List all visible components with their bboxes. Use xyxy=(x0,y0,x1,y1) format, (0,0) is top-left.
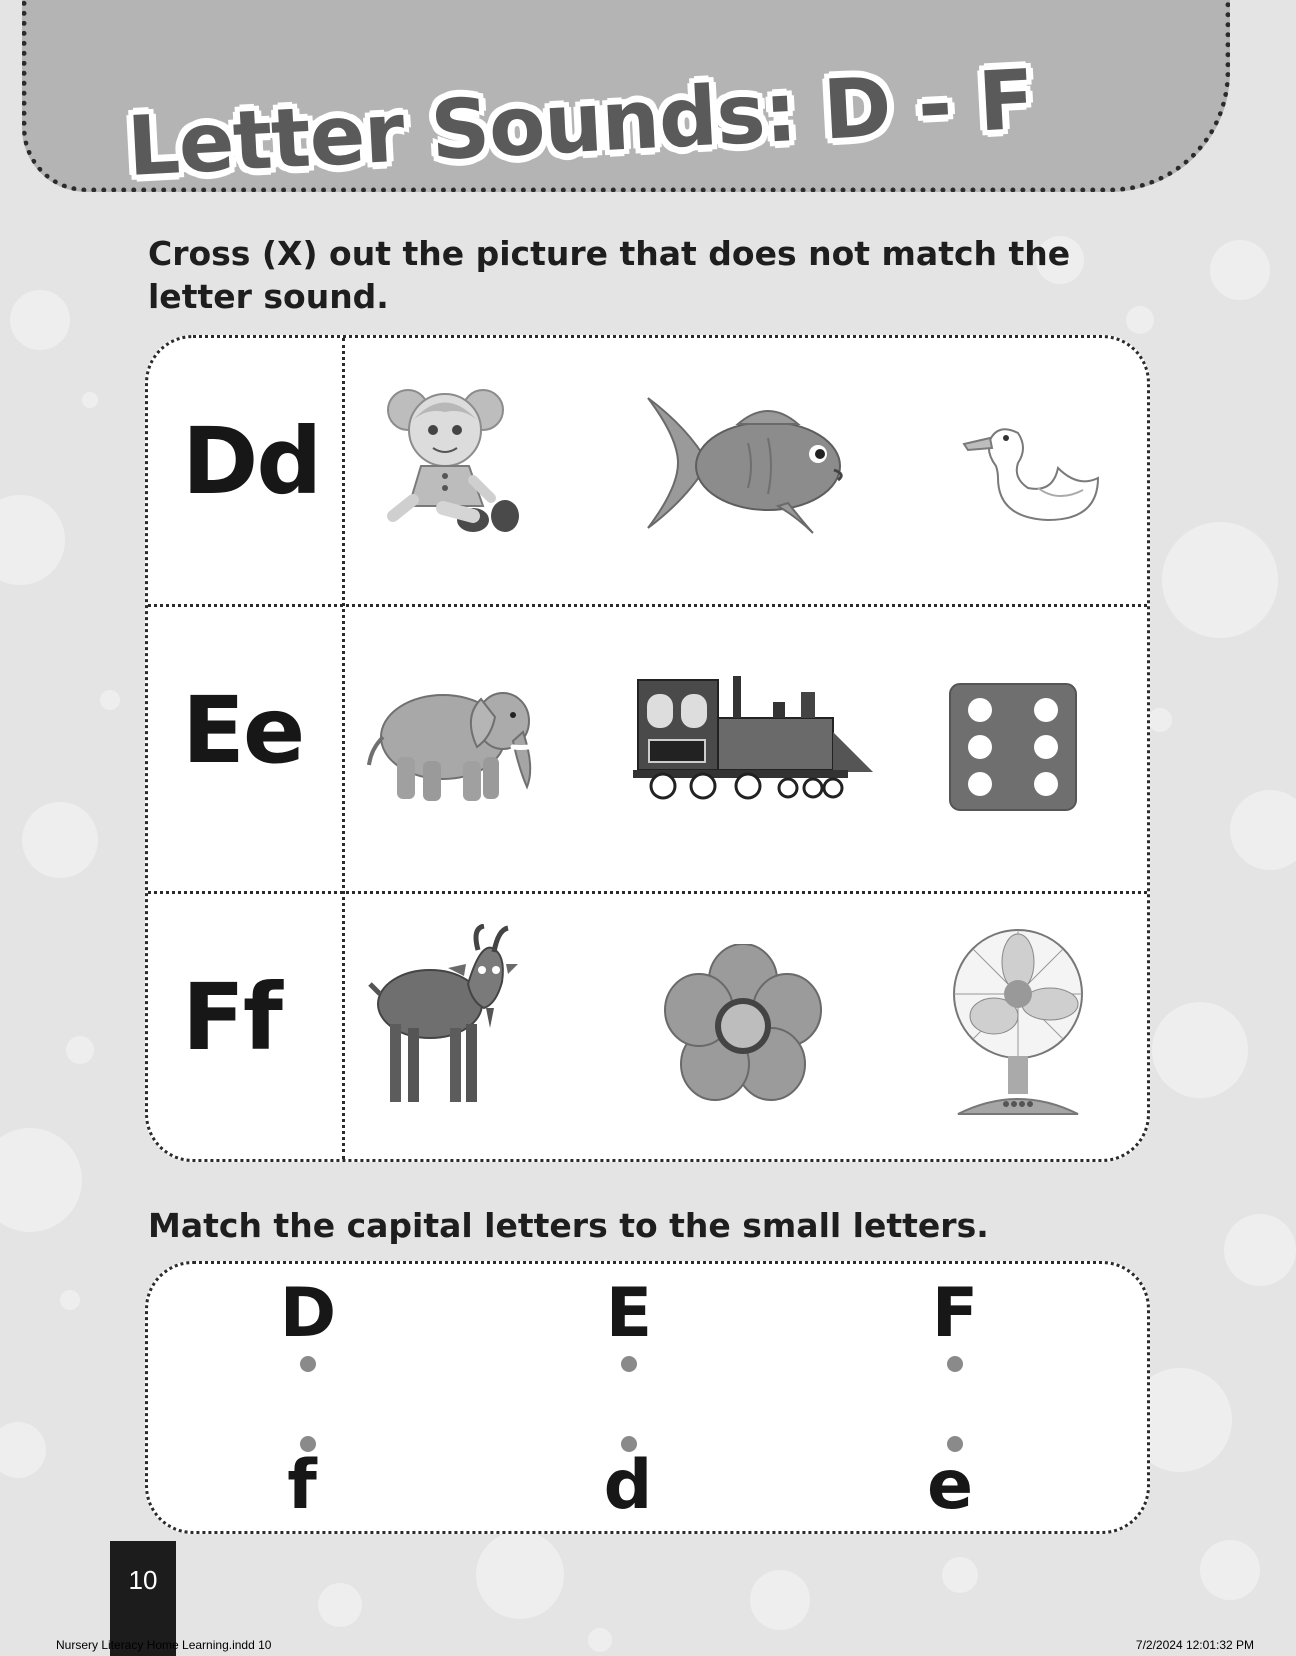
dice-picture[interactable] xyxy=(948,682,1078,812)
goat-picture[interactable] xyxy=(368,924,518,1114)
letter-label: Ff xyxy=(182,964,281,1071)
elephant-picture[interactable] xyxy=(363,677,543,807)
footer-file-slug: Nursery Literacy Home Learning.indd 10 xyxy=(56,1638,272,1652)
capital-letter-e: E xyxy=(605,1274,653,1353)
letter-label: Dd xyxy=(182,408,321,515)
train-picture[interactable] xyxy=(633,672,873,807)
match-dot-top-d[interactable] xyxy=(300,1356,316,1372)
flower-picture[interactable] xyxy=(663,944,823,1104)
small-letter-e: e xyxy=(926,1446,974,1525)
instruction-match: Match the capital letters to the small letters. xyxy=(148,1206,989,1245)
small-letter-d: d xyxy=(603,1446,653,1525)
doll-picture[interactable] xyxy=(373,380,533,540)
fish-picture[interactable] xyxy=(638,388,858,538)
match-dot-top-e[interactable] xyxy=(621,1356,637,1372)
footer-timestamp: 7/2/2024 12:01:32 PM xyxy=(1135,1638,1254,1652)
duck-picture[interactable] xyxy=(958,408,1108,528)
small-letter-f: f xyxy=(287,1446,317,1525)
capital-letter-d: D xyxy=(279,1274,337,1353)
table-row-d xyxy=(148,338,1147,618)
instruction-cross-out: Cross (X) out the picture that does not match the letter sound. xyxy=(148,234,1071,316)
letter-matching-box xyxy=(145,1261,1150,1534)
capital-letter-f: F xyxy=(931,1274,979,1353)
table-row-f xyxy=(148,894,1147,1162)
page-number: 10 xyxy=(128,1565,158,1595)
letter-sound-table xyxy=(145,335,1150,1162)
fan-picture[interactable] xyxy=(948,924,1088,1119)
letter-label: Ee xyxy=(182,677,304,784)
page-title: Letter Sounds: D - F xyxy=(125,52,1036,195)
match-dot-top-f[interactable] xyxy=(947,1356,963,1372)
table-row-e xyxy=(148,607,1147,887)
